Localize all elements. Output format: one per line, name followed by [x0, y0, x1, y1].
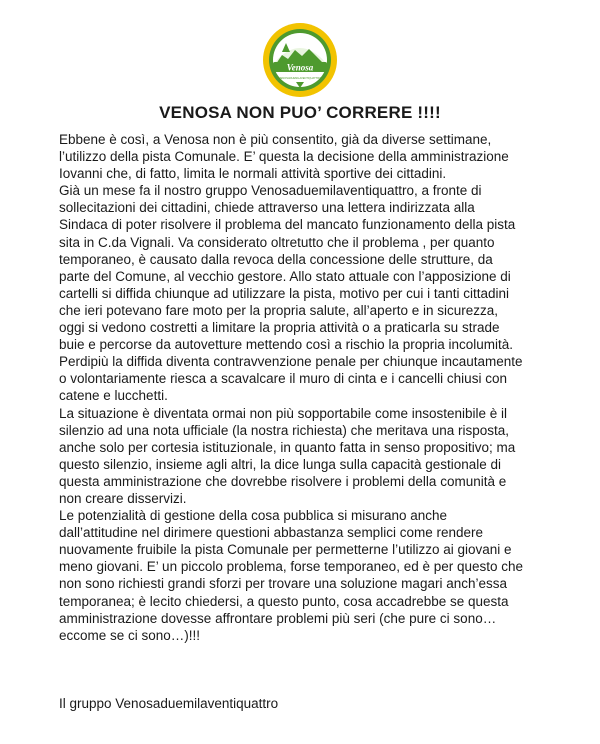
document-signature: Il gruppo Venosaduemilaventiquattro: [59, 696, 279, 711]
logo-brand-text: Venosa: [286, 62, 314, 73]
logo-container: [0, 22, 600, 98]
venosa-logo: [262, 22, 338, 98]
document-body: Ebbene è così, a Venosa non è più consentito, già da diverse settimane, l’utilizzo della pista Comunale. E’ questa la decisione della amministrazione Iovanni che, di fatto, limita le normali attività sportive dei cittadini. Già un mese fa il nostro gruppo Venosaduemilaventiquattro, a fronte di sollecitazioni dei cittadini, chiede attraverso una lettera indirizzata alla Sindaca di poter risolvere il problema del mancato funzionamento della pista sita in C.da Vignali. Va considerato oltretutto che il problema , per quanto temporaneo, è causato dalla revoca della concessione delle strutture, da parte del Comune, al vecchio gestore. Allo stato attuale con l’apposizione di cartelli si diffida chiunque ad utilizzare la pista, motivo per cui i tanti cittadini che ieri potevano fare moto per la propria salute, all’aperto e in sicurezza, oggi si vedono costretti a limitare la propria attività o a praticarla su strade buie e percorse da autovetture mettendo così a rischio la propria incolumità. Perdipiù la diffida diventa contravvenzione penale per chiunque incautamente o volontariamente riesca a scavalcare il muro di cinta e i cancelli chiusi con catene e lucchetti. La situazione è diventata ormai non più sopportabile come insostenibile è il silenzio ad una nota ufficiale (la nostra richiesta) che meritava una risposta, anche solo per cortesia istituzionale, in quanto fatta in senso propositivo; ma questo silenzio, insieme agli altri, la dice lunga sulla capacità gestionale di questa amministrazione che dovrebbe risolvere i problemi della comunità e non creare disservizi. Le potenzialità di gestione della cosa pubblica si misurano anche dall’attitudine nel dirimere questioni abbastanza semplici come rendere nuovamente fruibile la pista Comunale per permetterne l’utilizzo ai giovani e meno giovani. E’ un piccolo problema, forse temporaneo, ed è per questo che non sono richiesti grandi sforzi per trovare una soluzione magari anch’essa temporanea; è lecito chiedersi, a questo punto, cosa accadrebbe se questa amministrazione dovesse affrontare problemi più seri (che pure ci sono… eccome se ci sono…)!!!: [59, 132, 524, 643]
document-title: VENOSA NON PUO’ CORRERE !!!!: [159, 103, 441, 122]
logo-tagline-text: VENOSADUEMILAVENTIQUATTRO: [278, 77, 322, 80]
